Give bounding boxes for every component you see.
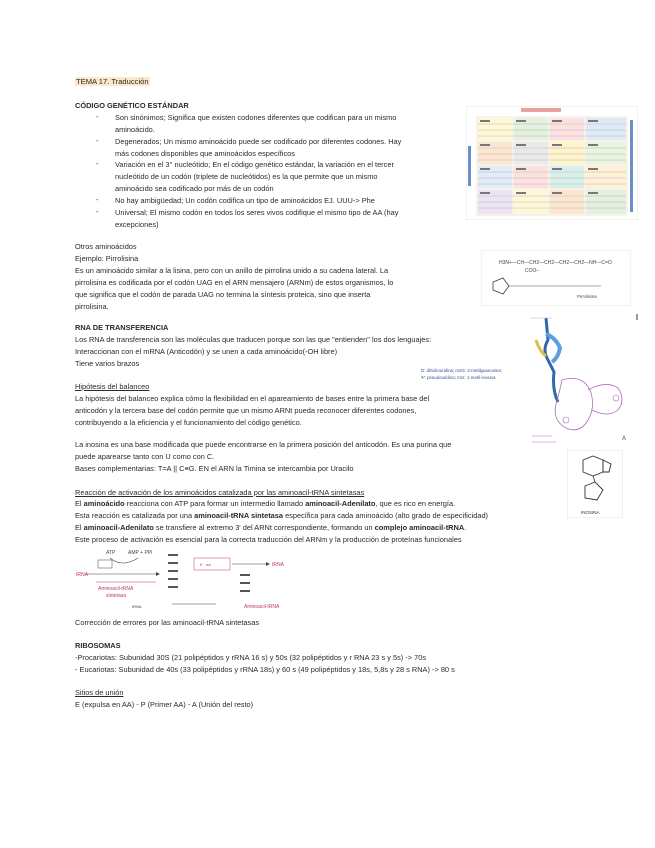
svg-text:tRNA: tRNA — [132, 604, 142, 609]
trna-caption-2: Ψ: pseudouridina; m1I: 1-metil-inosina — [421, 375, 496, 380]
reaction-left-2: sintetasa — [106, 593, 127, 599]
reaccion-l2: Esta reacción es catalizada por una aminoacil-tRNA sintetasa específica para cada aminoácido (alto grado de especificidad) — [75, 511, 489, 520]
otros-l5: que significa que el codón de parada UAG no termina la síntesis proteica, sino que inserta — [75, 290, 371, 299]
codon-table-figure — [466, 106, 638, 220]
bullet-dash: - — [96, 195, 99, 204]
trna-figure — [522, 310, 640, 450]
codigo-b5-line2: excepciones) — [115, 220, 159, 229]
hipotesis-l3: contribuyendo a la eficiencia y el funcionamiento del código genético. — [75, 418, 302, 427]
codigo-b5-line1: Universal; El mismo codón en todos los seres vivos codifique el mismo tipo de AA (hay — [115, 208, 399, 217]
reaccion-heading: Reacción de activación de los aminoácidos catalizada por las aminoacil-tRNA sintetasas — [75, 488, 365, 497]
bullet-dash: - — [96, 136, 99, 145]
codigo-b2-line1: Degenerados; Un mismo aminoácido puede ser codificado por diferentes codones. Hay — [115, 137, 402, 146]
otros-l2: Ejemplo: Pirrolisina — [75, 254, 139, 263]
pyrrolysine-label: Pirrolisina — [577, 294, 597, 299]
trna-caption-1: D: dihidrouridina; m2G: 2-metilguanosina; — [421, 368, 503, 373]
rna-l3: Tiene varios brazos — [75, 359, 140, 368]
rna-l2: Interaccionan con el mRNA (Anticodón) y se unen a cada aminoácido(-OH libre) — [75, 347, 338, 356]
sitios-heading: Sitios de unión — [75, 688, 124, 697]
inosine-label: INOSINA — [581, 510, 600, 515]
svg-text:E · aa: E · aa — [200, 562, 211, 567]
reaction-figure — [76, 546, 302, 612]
reaccion-l1: El aminoácido reacciona con ATP para formar un intermedio llamado aminoacil-Adenilato, que es rico en energía. — [75, 499, 456, 508]
codigo-b1-line1: Son sinónimos; Significa que existen codones diferentes que codifican para un mismo — [115, 113, 397, 122]
bullet-dash: - — [96, 112, 99, 121]
inosina-l2: puede aparearse tanto con U como con C. — [75, 452, 215, 461]
pyrrolysine-figure — [481, 250, 631, 306]
section-heading-ribosomas: RIBOSOMAS — [75, 641, 121, 650]
hipotesis-heading: Hipótesis del balanceo — [75, 382, 150, 391]
otros-l4: pirrolisina es codificada por el codón UAG en el ARN mensajero (ARNm) de estos organismos, lo — [75, 278, 394, 287]
inosine-figure — [567, 450, 623, 518]
ribosomas-l1: -Procariotas: Subunidad 30S (21 polipéptidos y rRNA 16 s) y 50s (32 polipéptidos y r RNA 23 s y 5s) -> 70s — [75, 653, 427, 662]
document-title: TEMA 17. Traducción — [76, 77, 149, 86]
rna-l1: Los RNA de transferencia son las moléculas que traducen porque son las que "entienden" los dos lenguajes: — [75, 335, 432, 344]
section-heading-rna: RNA DE TRANSFERENCIA — [75, 323, 169, 332]
reaction-left-1: Aminoacil-tRNA — [98, 586, 134, 592]
codigo-b4: No hay ambigüedad; Un codón codifica un tipo de aminoácidos EJ. UUU-> Phe — [115, 196, 375, 205]
codigo-b3-line2: nucleótido de un codón (triplete de nucleótidos) es la que permite que un mismo — [115, 172, 378, 181]
sitios-text: E (expulsa en AA) - P (Primer AA) - A (Unión del resto) — [75, 700, 254, 709]
otros-l6: pirrolisina. — [75, 302, 109, 311]
pyrrolysine-coo: COO− — [525, 268, 540, 274]
ribosomas-l2: - Eucariotas: Subunidad de 40s (33 polipéptidos y rRNA 18s) y 60 s (49 polipéptidos y 18s, 5,8s y 28 s RNA) -> 80 s — [75, 665, 455, 674]
reaction-amp: AMP + PPi — [128, 550, 153, 556]
codigo-b3-line3: aminoácido sea codificado por más de un codón — [115, 184, 274, 193]
hipotesis-l2: anticodón y la tercera base del codón permite que un mismo ARNt pueda reconocer diferentes codones, — [75, 406, 417, 415]
reaccion-l4: Este proceso de activación es esencial para la correcta traducción del ARNm y la producción de proteínas funcionales — [75, 535, 462, 544]
correccion-text: Corrección de errores por las aminoacil-tRNA sintetasas — [75, 618, 260, 627]
svg-text:tRNA: tRNA — [76, 572, 88, 578]
bullet-dash: - — [96, 207, 99, 216]
reaction-atp: ATP — [106, 550, 116, 556]
codigo-b1-line2: aminoácido. — [115, 125, 155, 134]
hipotesis-l1: La hipótesis del balanceo explica cómo la flexibilidad en el apareamiento de bases entre la primera base del — [75, 394, 430, 403]
section-heading-codigo: CÓDIGO GENÉTICO ESTÁNDAR — [75, 101, 189, 110]
otros-l3: Es un aminoácido similar a la lisina, pero con un anillo de pirrolina unido a su cadena lateral. La — [75, 266, 389, 275]
inosina-l1: La inosina es una base modificada que puede encontrarse en la primera posición del anticodón. Es una purina que — [75, 440, 452, 449]
trna-label-a: A — [622, 436, 627, 442]
reaccion-l3: El aminoacil-Adenilato se transfiere al extremo 3' del ARNt correspondiente, formando un complejo aminoacil-tRNA. — [75, 523, 467, 532]
bullet-dash: - — [96, 159, 99, 168]
pyrrolysine-formula: H3N+—CH—CH2—CH2—CH2—CH2—NH—C=O — [499, 260, 612, 266]
codigo-b2-line2: más codones disponibles que aminoácidos específicos — [115, 149, 295, 158]
inosina-l3: Bases complementarias: T=A || C≡G. EN el ARN la Timina se intercambia por Uracilo — [75, 464, 354, 473]
reaction-bottom: Aminoacil-tRNA — [244, 604, 280, 610]
codigo-b3-line1: Variación en el 3° nucleótido; En el código genético estándar, la variación en el tercer — [115, 160, 394, 169]
svg-text:tRNA: tRNA — [272, 562, 284, 568]
otros-l1: Otros aminoácidos — [75, 242, 137, 251]
